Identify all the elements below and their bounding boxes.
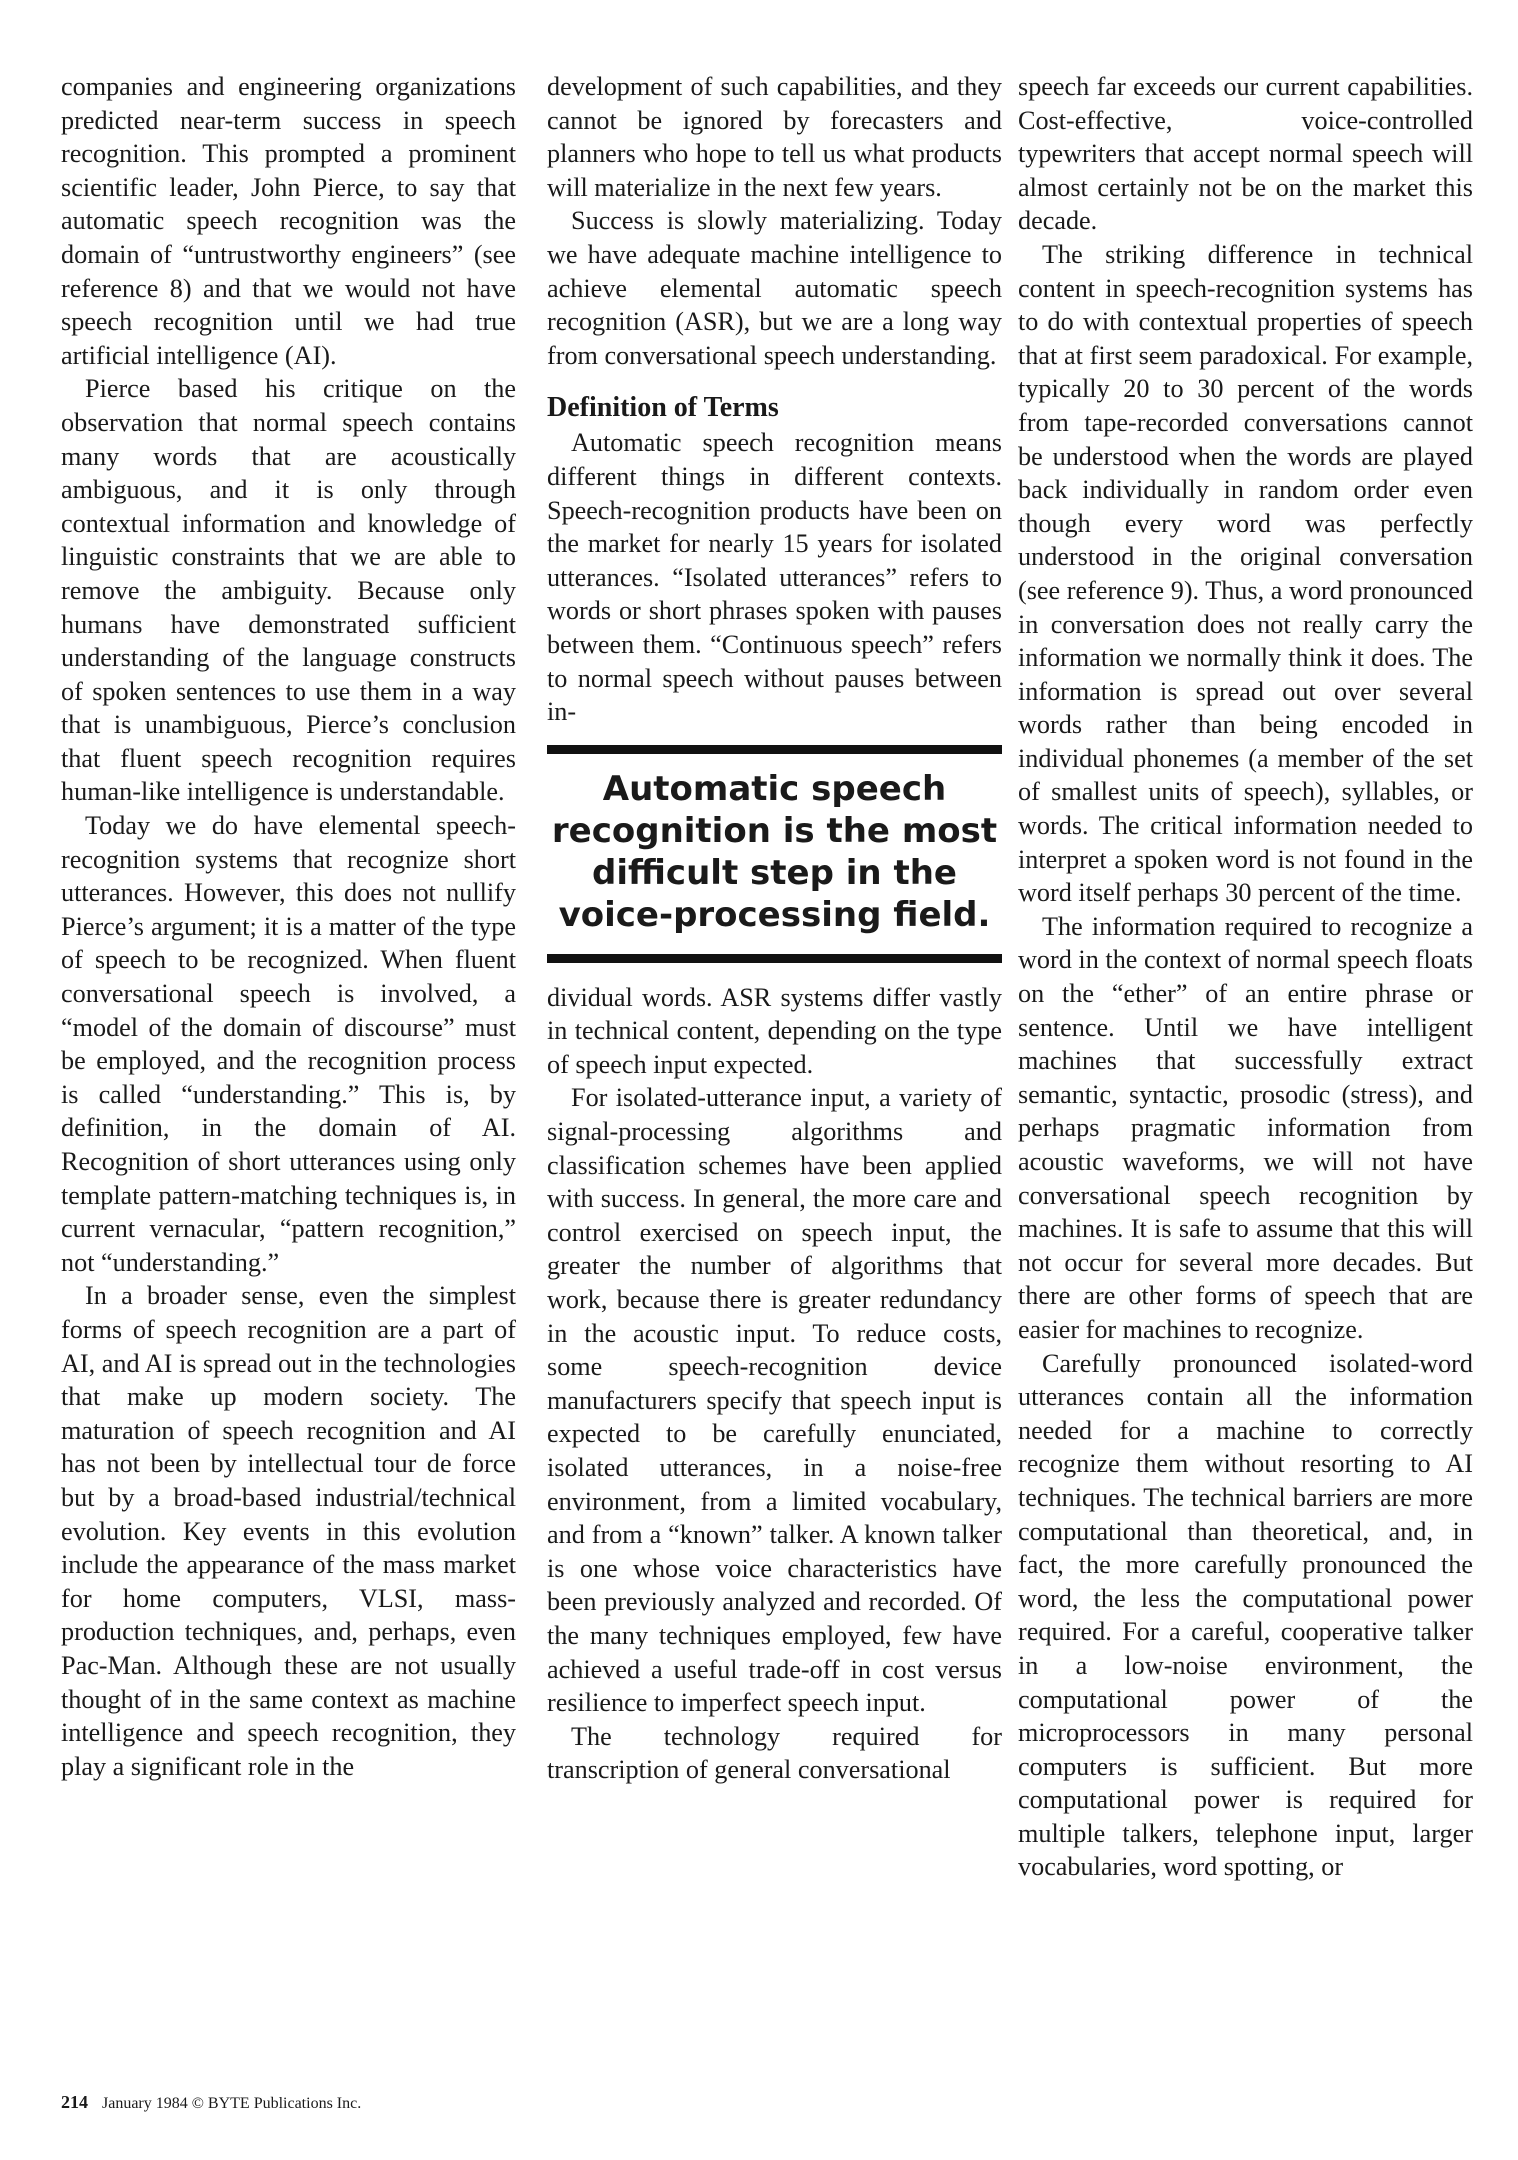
- paragraph: Success is slowly materializing. Today we have adequate machine intelligence to achieve elemental automatic speech recognition (ASR), but we are a long way from conversational speech understanding.: [547, 206, 1002, 370]
- pull-quote: Automatic speech recognition is the most difficult step in the voice-processing field.: [547, 745, 1002, 963]
- paragraph: development of such capabilities, and they cannot be ignored by forecasters and planners who hope to tell us what products will materialize in the next few years.: [547, 72, 1002, 202]
- paragraph: speech far exceeds our current capabilities. Cost-effective, voice-controlled typewriters that accept normal speech will almost certainly not be on the market this decade.: [1018, 72, 1473, 236]
- page-footer: [61, 2092, 361, 2113]
- column-middle: [547, 70, 1002, 1787]
- paragraph: Pierce based his critique on the observation that normal speech contains many words that are acoustically ambiguous, and it is only through contextual information and knowledge of linguistic constraints that we are able to remove the ambiguity. Because only humans have demonstrated sufficient understanding of the language constructs of spoken sentences to use them in a way that is unambiguous, Pierce’s conclusion that fluent speech recognition requires human-like intelligence is understandable.: [61, 374, 516, 807]
- page-number: 214: [61, 2092, 88, 2112]
- paragraph: Carefully pronounced isolated-word utterances contain all the information needed for a machine to correctly recognize them without resorting to AI techniques. The technical barriers are more computational than theoretical, and, in fact, the more carefully pronounced the word, the less the computational power required. For a careful, cooperative talker in a low-noise environment, the computational power of the microprocessors in many personal computers is sufficient. But more computational power is required for multiple talkers, telephone input, larger vocabularies, word spotting, or: [1018, 1348, 1473, 1882]
- footer-credit: January 1984 © BYTE Publications Inc.: [102, 2095, 362, 2112]
- paragraph: In a broader sense, even the simplest forms of speech recognition are a part of AI, and AI is spread out in the technologies that make up modern society. The maturation of speech recognition and AI has not been by intellectual tour de force but by a broad-based industrial/technical evolution. Key events in this evolution include the appearance of the mass market for home computers, VLSI, mass-production techniques, and, perhaps, even Pac-Man. Although these are not usually thought of in the same context as machine intelligence and speech recognition, they play a significant role in the: [61, 1281, 516, 1781]
- section-heading: Definition of Terms: [547, 392, 779, 424]
- paragraph: Automatic speech recognition means different things in different contexts. Speech-recognition products have been on the market for nearly 15 years for isolated utterances. “Isolated utterances” refers to words or short phrases spoken with pauses between them. “Continuous speech” refers to normal speech without pauses between in-: [547, 428, 1002, 727]
- paragraph: companies and engineering organizations predicted near-term success in speech recognition. This prompted a prominent scientific leader, John Pierce, to say that automatic speech recognition was the domain of “untrustworthy engineers” (see reference 8) and that we would not have speech recognition until we had true artificial intelligence (AI).: [61, 72, 516, 370]
- paragraph: dividual words. ASR systems differ vastly in technical content, depending on the type of speech input expected.: [547, 982, 1002, 1079]
- paragraph: The technology required for transcription of general conversational: [547, 1721, 1002, 1785]
- paragraph: The striking difference in technical content in speech-recognition systems has to do with contextual properties of speech that at first seem paradoxical. For example, typically 20 to 30 percent of the words from tape-recorded conversations cannot be understood when the words are played back individually in random order even though every word was perfectly understood in the original conversation (see reference 9). Thus, a word pronounced in conversation does not really carry the information we normally think it does. The information is spread out over several words rather than being encoded in individual phonemes (a member of the set of smallest units of speech), syllables, or words. The critical information needed to interpret a spoken word is not found in the word itself perhaps 30 percent of the time.: [1018, 239, 1473, 908]
- column-right: [1018, 70, 1473, 1884]
- column-left: [61, 70, 516, 1783]
- paragraph: The information required to recognize a word in the context of normal speech floats on the “ether” of an entire phrase or sentence. Until we have intelligent machines that successfully extract semantic, syntactic, prosodic (stress), and perhaps pragmatic information from acoustic waveforms, we will not have conversational speech recognition by machines. It is safe to assume that this will not occur for several more decades. But there are other forms of speech that are easier for machines to recognize.: [1018, 911, 1473, 1344]
- paragraph: For isolated-utterance input, a variety of signal-processing algorithms and classification schemes have been applied with success. In general, the more care and control exercised on speech input, the greater the number of algorithms that work, because there is greater redundancy in the acoustic input. To reduce costs, some speech-recognition device manufacturers specify that speech input is expected to be carefully enunciated, isolated utterances, in a noise-free environment, from a limited vocabulary, and from a “known” talker. A known talker is one whose voice characteristics have been previously analyzed and recorded. Of the many techniques employed, few have achieved a useful trade-off in cost versus resilience to imperfect speech input.: [547, 1083, 1002, 1718]
- paragraph: Today we do have elemental speech-recognition systems that recognize short utterances. However, this does not nullify Pierce’s argument; it is a matter of the type of speech to be recognized. When fluent conversational speech is involved, a “model of the domain of discourse” must be employed, and the recognition process is called “understanding.” This is, by definition, in the domain of AI. Recognition of short utterances using only template pattern-matching techniques is, in current vernacular, “pattern recognition,” not “understanding.”: [61, 811, 516, 1277]
